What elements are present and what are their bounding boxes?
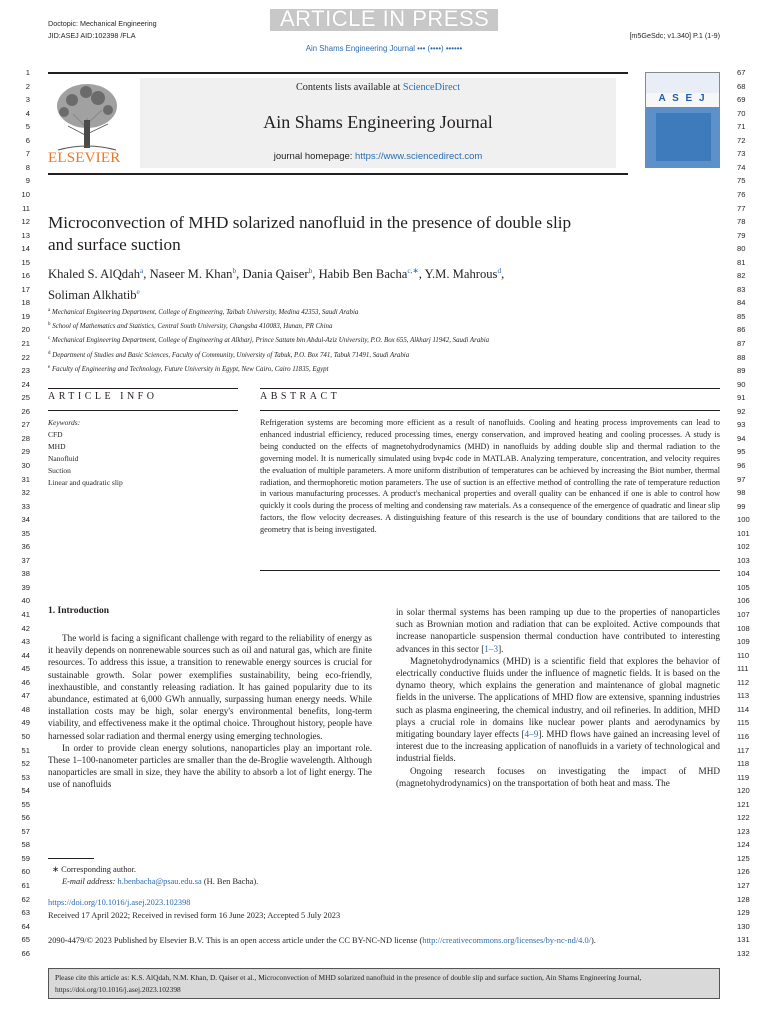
author-affiliation-marker[interactable]: a [140,266,144,275]
line-number: 115 [737,718,750,728]
affiliation-marker: a [48,308,51,313]
journal-homepage [140,151,616,162]
article-info-rule [48,410,238,411]
line-number: 123 [737,826,750,836]
doi-link-container [48,897,728,909]
email-note [62,876,742,888]
affiliation [48,362,708,376]
masthead-bottom-rule [48,173,628,175]
line-number: 76 [737,189,746,199]
line-number: 117 [737,745,750,755]
paragraph: Ongoing research focuses on investigating the impact of MHD (magnetohydrodynamics) on the transportation of both heat and mass. The [396,765,720,788]
line-number: 99 [737,501,746,511]
line-number: 58 [21,840,30,850]
line-number: 90 [737,379,746,389]
paragraph: The world is facing a significant challenge with regard to the reliability of energy as it heavily depends on nonrenewable sources such as oil and natural gas, which are finite resources. To address this issue, a transition to renewable energy sources is crucial for sustainable growth. Solar power exemplifies sustainability, being eco-friendly, inexhaustible, and constantly releasing radiation. It has gained popularity due to its abundance, estimated at 6,000 GWh annually, surpassing human energy needs. While installation costs may be high, solar energy's environmental benefits, long-term viability, and effectiveness make it the optimal choice. Throughout history, people have harnessed solar radiation and thermal energy using emerging technologies. [48,633,372,741]
line-number: 69 [737,95,746,105]
keywords-label: Keywords: [48,418,81,427]
article-in-press-watermark: ARTICLE IN PRESS [280,6,490,31]
author-name[interactable]: Y.M. Mahrous [424,267,498,281]
line-number: 49 [21,718,30,728]
elsevier-wordmark: ELSEVIER [48,150,121,166]
affiliation [48,305,708,319]
author-name[interactable]: Soliman Alkhatib [48,288,137,302]
author-name[interactable]: Dania Qaiser [242,267,309,281]
abstract-text: Refrigeration systems are becoming more efficient as a result of nanofluids. Cooling and heating process improvements can lead to enhanced industrial efficiency, reduced processing times, energy conservation, and improved heating and cooling processes. A study is being conducted on the effects of magnetohydrodynamics (MHD) in nanofluids by adding double slip and thermal radiation to the governing model. It is numerically simulated using bvp4c code in MATLAB. Analyzing temperature, concentration, and velocity requires the evaluation of multiple parameters. A more uniform distribution of temperatures can be achieved by increasing the Biot number, thermal radiation, and thermophoretic motion parameters. The use of suction is an effective method of controlling the rate of temperature reduction in various manufacturing processes. A product's mechanical properties and overall quality can be enhanced if one is able to control how quickly it cools during the process of melting and condensing raw materials. As a consequence of the emergence of quadratic and linear slip factors, the flow velocity decreases. A distinguishing feature of this research is the use of boundary conditions that are tailored to the geometry that is being investigated. [260,418,720,535]
line-number: 87 [737,339,746,348]
line-number: 83 [737,284,746,294]
line-number: 79 [737,230,746,240]
line-number: 103 [737,555,750,565]
keywords-block [48,417,238,489]
abstract-rule-top [260,388,720,389]
line-number: 118 [737,759,750,769]
line-number: 25 [21,393,30,403]
journal-title: Ain Shams Engineering Journal [263,112,493,132]
author-affiliation-marker[interactable]: b [232,266,237,275]
line-number: 20 [21,325,30,335]
line-number: 130 [737,921,750,931]
keyword: Linear and quadratic slip [48,478,123,487]
affiliation-marker: e [48,364,51,370]
doi-link[interactable]: https://doi.org/10.1016/j.asej.2023.102398 [48,898,191,907]
body-column-right [396,606,720,789]
line-number: 126 [737,867,750,877]
line-number: 95 [737,447,746,457]
text-run: ]. MHD flows have gained an increasing level of interest due to the increasing application of nanofluids in a variety of technological and industrial fields. [396,729,720,764]
line-number: 22 [21,352,30,362]
line-number: 70 [737,108,746,118]
email-label: E-mail address: [62,877,118,886]
line-number: 100 [737,515,750,525]
line-number: 57 [21,826,30,836]
line-number: 34 [21,515,30,525]
affiliation-marker: d [48,350,51,356]
line-number: 98 [737,488,746,498]
masthead-top-rule [48,72,628,74]
line-number: 35 [21,528,30,538]
line-number: 32 [21,488,30,498]
journal-issue-line[interactable]: Ain Shams Engineering Journal ••• (••••) •••••• [305,44,463,53]
line-number: 45 [21,664,30,674]
line-number: 36 [21,542,30,552]
author-separator: , [236,267,243,281]
line-number: 109 [737,637,750,647]
line-number: 107 [737,610,750,619]
author-affiliation-marker[interactable]: b [308,266,313,275]
email-suffix: (H. Ben Bacha). [201,877,259,886]
affiliation-marker: c [48,336,51,342]
section-heading-introduction: 1. Introduction [48,606,110,616]
line-number: 31 [21,474,30,484]
line-number: 43 [21,637,30,647]
affiliation-text: School of Mathematics and Statistics, Central South University, Changsha 410083, Hunan, PR China [50,323,333,331]
line-number: 129 [737,908,750,918]
license-suffix: ). [590,936,596,945]
line-number: 14 [21,244,30,254]
cover-block [656,113,711,161]
homepage-link[interactable]: https://www.sciencedirect.com [355,151,483,162]
line-number: 89 [737,366,746,376]
line-number: 108 [737,623,750,633]
email-link[interactable]: h.benbacha@psau.edu.sa [117,877,202,886]
line-number: 60 [21,867,30,877]
author-affiliation-marker[interactable]: c,∗ [407,266,419,275]
line-number: 4 [25,108,30,118]
text-run: ]. [498,643,504,654]
author-name[interactable]: Naseer M. Khan [149,267,233,281]
line-number: 106 [737,596,750,606]
line-number: 18 [21,298,30,308]
author-list [48,262,708,304]
affiliation-text: Department of Studies and Basic Sciences, Faculty of Community, University of Tabuk, P.O. Box 741, Tabuk 71491, Saudi Arabia [50,351,410,359]
line-number: 1 [25,68,30,77]
affiliation [48,319,708,333]
homepage-prefix: journal homepage: [273,151,356,162]
line-number: 46 [21,677,30,687]
keyword: Nanofluid [48,454,79,463]
line-number: 11 [22,203,30,213]
line-number: 96 [737,460,746,470]
line-number: 92 [737,406,746,416]
line-number: 64 [21,921,30,931]
text-run: in solar thermal systems has been ramping up due to the properties of nanoparticles such as Brownian motion and radiation that can be exploited. Active compounds that increase nanoparticle suspension thermal conduction have contributed to interesting advances in this sector [ [396,607,720,654]
line-number: 78 [737,217,746,227]
author-name[interactable]: Khaled S. AlQdah [48,267,140,281]
affiliation [48,333,708,347]
line-number: 65 [21,935,30,945]
footnote-rule [48,858,94,859]
line-number: 51 [21,745,30,755]
line-number: 88 [737,352,746,362]
line-number: 42 [21,623,30,633]
line-number: 30 [21,460,30,470]
line-number: 104 [737,569,750,579]
affiliation-text: Faculty of Engineering and Technology, Future University in Egypt, New Cairo, Cairo 11835, Egypt [50,365,329,373]
line-number: 91 [737,393,746,403]
version-meta: [m5GeSdc; v1.340] P.1 (1-9) [629,31,720,40]
line-number: 71 [737,122,746,132]
line-number: 48 [21,704,30,714]
line-number: 8 [25,162,30,172]
contents-available [140,82,616,93]
paragraph: In order to provide clean energy solutions, nanoparticles play an important role. These 1–100-nanometer particles are smaller than the de-Broglie wavelength. Although nanoparticles are small in size, they have the ability to absorb a lot of light energy. The use of nanofluids [48,742,372,790]
line-number: 110 [737,650,750,660]
cover-top-band [646,73,719,93]
line-number: 24 [21,379,30,389]
cover-label: A S E J [646,93,719,107]
line-number: 56 [21,813,30,823]
line-number: 82 [737,271,746,281]
line-number: 128 [737,894,750,904]
line-number: 120 [737,786,750,796]
line-number: 105 [737,582,750,592]
line-number: 122 [737,813,750,823]
text-run: Magnetohydrodynamics (MHD) is a scientific field that explores the behavior of electrically conductive fluids under the influence of magnetic fields. It is based on the dynamo theory, which explains the generation and maintenance of global magnetic fields in the universe. The applications of MHD flow are extensive, spanning industries such as plasma engineering, the chemical industry, and oil refineries. In addition, MHD plays a crucial role in domains like nuclear power plants and aerodynamics by mitigating boundary layer effects [ [396,655,720,740]
line-number: 124 [737,840,750,850]
affiliation [48,348,708,362]
paragraph [396,606,720,655]
line-number: 23 [21,366,30,376]
license-prefix: 2090-4479/© 2023 Published by Elsevier B.V. This is an open access article under the CC BY-NC-ND license ( [48,936,423,945]
line-number: 16 [21,271,30,281]
article-info-heading: ARTICLE INFO [48,391,158,402]
abstract-heading: ABSTRACT [260,391,341,402]
line-number: 75 [737,176,746,186]
line-number: 53 [21,772,30,782]
article-info-rule-top [48,388,238,389]
line-number: 10 [21,189,30,199]
body-column-left [48,632,372,791]
line-number: 61 [21,881,30,890]
line-number: 44 [21,650,30,660]
line-number: 112 [737,677,750,687]
line-number: 52 [21,759,30,769]
author-separator: , [143,267,150,281]
line-number: 21 [21,339,30,348]
line-number: 19 [21,311,30,321]
author-separator: , [312,267,319,281]
affiliation-text: Mechanical Engineering Department, College of Engineering, Taibah University, Medina 42353, Saudi Arabia [50,309,359,316]
line-number: 29 [21,447,30,457]
line-number: 111 [737,664,749,674]
line-number: 27 [21,420,30,430]
line-number: 47 [21,691,30,701]
line-number: 37 [21,555,30,565]
corresponding-author-note: ∗ Corresponding author. [52,865,137,874]
line-number: 94 [737,433,746,443]
author-name[interactable]: Habib Ben Bacha [318,267,408,281]
line-number: 125 [737,853,750,863]
author-separator: , [501,267,505,281]
line-number: 9 [25,176,30,186]
line-number: 114 [737,704,750,714]
contents-prefix: Contents lists available at [295,82,403,93]
line-number: 121 [737,799,750,809]
paragraph [396,655,720,765]
affiliation-list [48,305,708,376]
line-number: 72 [737,135,746,145]
line-number: 93 [737,420,746,430]
line-number: 38 [21,569,30,579]
line-number: 2 [25,81,30,91]
line-number: 6 [25,135,30,145]
line-number: 131 [737,935,750,945]
line-number: 62 [21,894,30,904]
sciencedirect-link[interactable]: ScienceDirect [402,82,461,93]
line-number: 40 [21,596,30,606]
doctopic: Doctopic: Mechanical Engineering [48,19,157,28]
line-number: 5 [25,122,30,132]
line-number: 12 [21,217,30,227]
line-number: 101 [737,528,750,538]
line-number: 127 [737,881,750,890]
line-number: 7 [25,149,30,159]
line-number: 63 [21,908,30,918]
line-number: 41 [21,610,30,619]
line-number: 74 [737,162,746,172]
line-number: 84 [737,298,746,308]
author-separator: , [418,267,425,281]
author-affiliation-marker[interactable]: e [136,287,140,296]
line-number: 68 [737,81,746,91]
line-number: 85 [737,311,746,321]
article-title [48,212,708,256]
keyword: Suction [48,466,71,475]
title-line-2: and surface suction [48,235,181,254]
license-link[interactable]: http://creativecommons.org/licenses/by-nc-nd/4.0/ [422,936,591,945]
received-dates: Received 17 April 2022; Received in revised form 16 June 2023; Accepted 5 July 2023 [48,911,341,920]
abstract-rule-bottom [260,570,720,571]
line-number: 66 [21,948,30,958]
affiliation-marker: b [48,322,51,328]
line-number: 113 [737,691,750,701]
line-number: 73 [737,149,746,159]
line-number: 102 [737,542,750,552]
line-number: 3 [25,95,30,105]
citation-link[interactable]: 4–9 [524,729,539,740]
line-number: 15 [21,257,30,267]
line-number: 54 [21,786,30,796]
line-number: 116 [737,731,750,741]
line-number: 77 [737,203,746,213]
affiliation-text: Mechanical Engineering Department, College of Engineering at Alkharj, Prince Sattam bin Abdul-Aziz University, P.O. Box 655, Alkharj 11942, Saudi Arabia [50,337,490,345]
line-number: 67 [737,68,746,77]
line-number: 59 [21,853,30,863]
line-number: 28 [21,433,30,443]
line-number: 55 [21,799,30,809]
line-number: 81 [737,257,746,267]
line-number: 97 [737,474,746,484]
line-number: 86 [737,325,746,335]
line-number: 50 [21,731,30,741]
keyword: MHD [48,442,66,451]
line-number: 39 [21,582,30,592]
line-number: 80 [737,244,746,254]
line-number: 119 [737,772,750,782]
license-note [48,935,728,947]
title-line-1: Microconvection of MHD solarized nanofluid in the presence of double slip [48,213,572,232]
journal-cover-image [645,72,720,168]
line-number: 132 [737,948,750,958]
author-affiliation-marker[interactable]: d [497,266,502,275]
line-number: 33 [21,501,30,511]
keyword: CFD [48,430,63,439]
abstract-rule [260,410,720,411]
citation-link[interactable]: 1–3 [484,643,499,654]
line-number: 13 [21,230,30,240]
line-number: 26 [21,406,30,416]
cite-this-article-box: Please cite this article as: K.S. AlQdah, N.M. Khan, D. Qaiser et al., Microconvection of MHD solarized nanofluid in the presence of double slip and surface suction, Ain Shams Engineering Journal, https://doi.org/10.1016/j.asej.2023.102398 [48,968,720,999]
line-number: 17 [21,284,30,294]
jid-aid: JID:ASEJ AID:102398 /FLA [48,31,136,40]
